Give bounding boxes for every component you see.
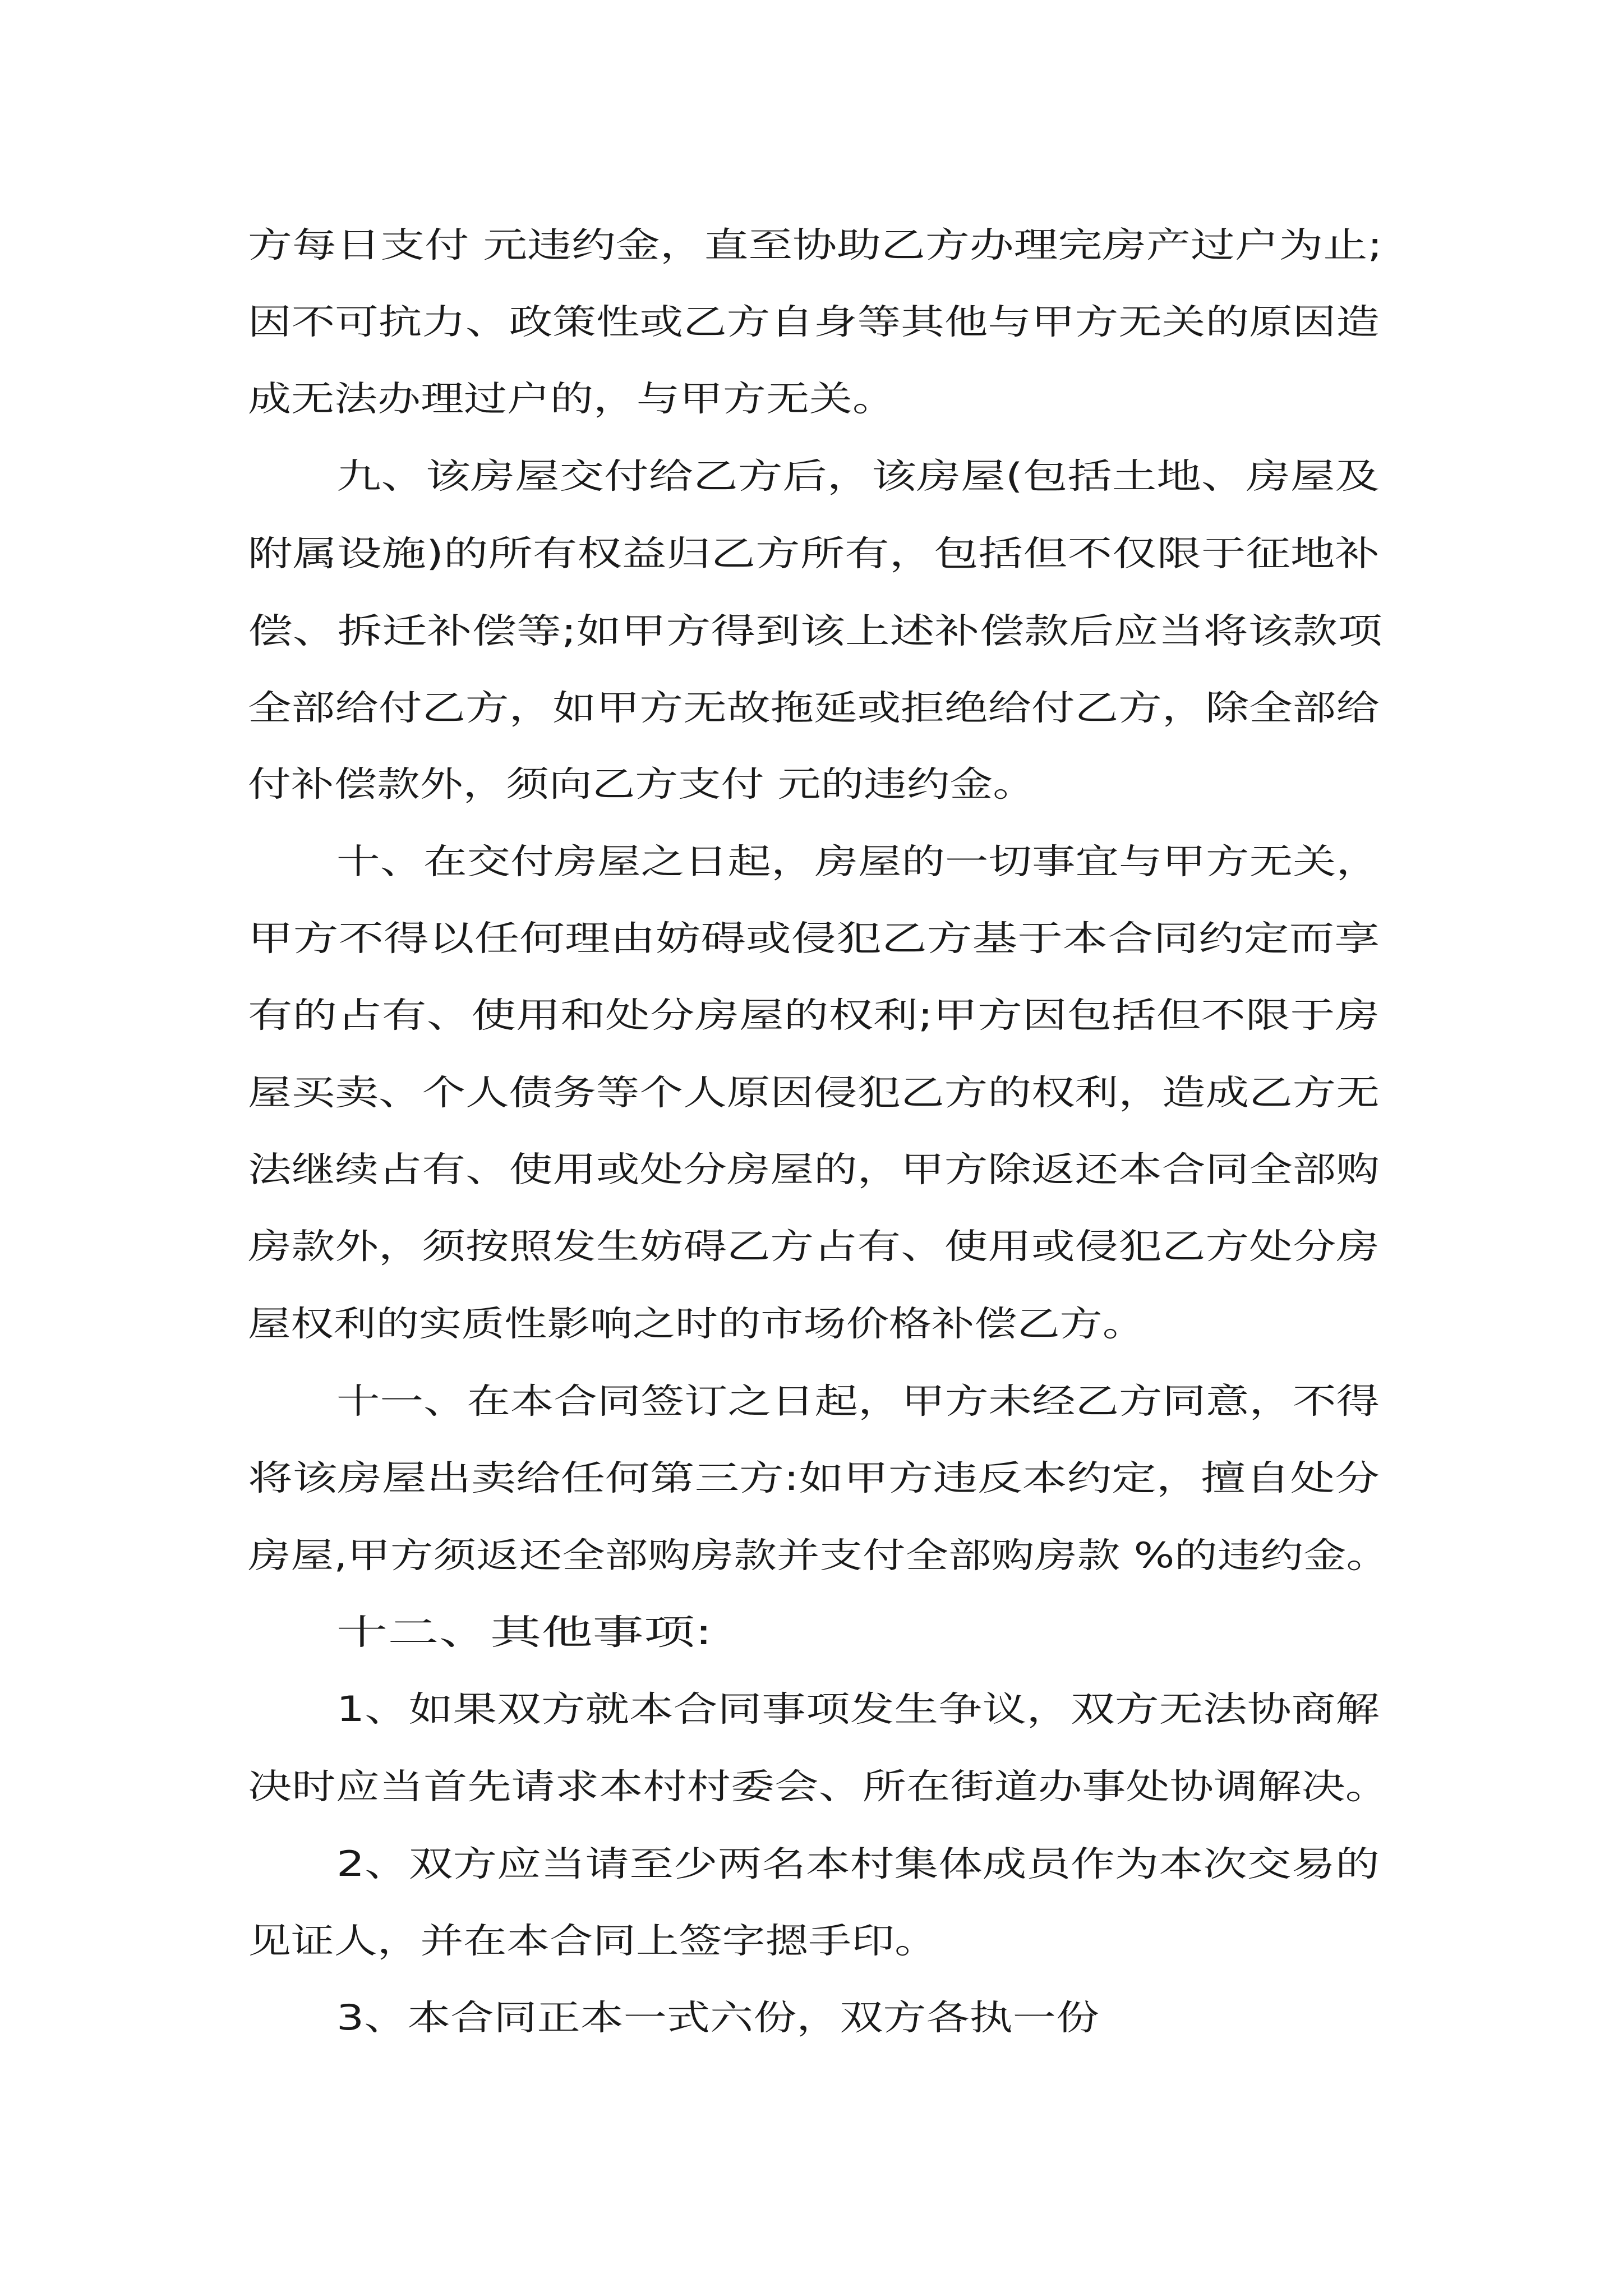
document-line (336, 1830, 1623, 1898)
document-line (248, 1290, 1623, 1358)
line-text: 付补偿款外，须向乙方支付 元的违约金。 (248, 763, 1036, 804)
document-line (336, 1599, 1623, 1666)
line-text: 房屋,甲方须返还全部购房款并支付全部购房款 %的违约金。 (248, 1535, 1390, 1576)
line-text: 法继续占有、使用或处分房屋的，甲方除返还本合同全部购 (248, 1149, 1380, 1190)
document-line (248, 674, 1623, 742)
document-line (336, 1984, 1623, 2051)
line-text: 偿、拆迁补偿等;如甲方得到该上述补偿款后应当将该款项 (248, 610, 1382, 651)
line-text: 十二、其他事项: (336, 1612, 713, 1653)
line-text: 2、双方应当请至少两名本村集体成员作为本次交易的 (336, 1843, 1380, 1884)
line-text: 全部给付乙方，如甲方无故拖延或拒绝给付乙方，除全部给 (248, 687, 1380, 728)
document-line (248, 597, 1623, 665)
line-text: 房款外，须按照发生妨碍乙方占有、使用或侵犯乙方处分房 (248, 1226, 1380, 1267)
document-line (248, 751, 1623, 818)
line-text: 甲方不得以任何理由妨碍或侵犯乙方基于本合同约定而享 (248, 918, 1380, 959)
document-line (248, 365, 1623, 432)
document-line (248, 288, 1623, 356)
document-line (248, 1213, 1623, 1280)
line-text: 十一、在本合同签订之日起，甲方未经乙方同意，不得 (336, 1381, 1380, 1421)
line-text: 将该房屋出卖给任何第三方:如甲方违反本约定，擅自处分 (248, 1457, 1380, 1498)
line-text: 九、该房屋交付给乙方后，该房屋(包括土地、房屋及 (336, 455, 1380, 496)
line-text: 3、本合同正本一式六份，双方各执一份 (336, 1997, 1100, 2038)
document-line (248, 211, 1623, 279)
line-text: 有的占有、使用和处分房屋的权利;甲方因包括但不限于房 (248, 995, 1380, 1036)
document-line (336, 443, 1623, 510)
line-text: 十、在交付房屋之日起，房屋的一切事宜与甲方无关， (336, 841, 1380, 882)
document-line (248, 1136, 1623, 1203)
line-text: 附属设施)的所有权益归乙方所有，包括但不仅限于征地补 (248, 533, 1380, 574)
document-line (248, 1907, 1623, 1975)
line-text: 屋买卖、个人债务等个人原因侵犯乙方的权利，造成乙方无 (248, 1072, 1380, 1113)
line-text: 屋权利的实质性影响之时的市场价格补偿乙方。 (248, 1303, 1146, 1344)
document-line (248, 1444, 1623, 1512)
document-line (248, 982, 1623, 1049)
document-line (248, 1753, 1623, 1820)
line-text: 1、如果双方就本合同事项发生争议，双方无法协商解 (336, 1688, 1380, 1729)
document-line (336, 1368, 1623, 1435)
document-line (336, 828, 1623, 895)
document-line (336, 1676, 1623, 1743)
document-line (248, 905, 1623, 972)
line-text: 方每日支付 元违约金，直至协助乙方办理完房产过户为止; (248, 224, 1382, 265)
line-text: 因不可抗力、政策性或乙方自身等其他与甲方无关的原因造 (248, 301, 1380, 342)
line-text: 成无法办理过户的，与甲方无关。 (248, 378, 896, 419)
line-text: 见证人，并在本合同上签字摁手印。 (248, 1920, 938, 1961)
document-line (248, 1522, 1623, 1589)
line-text: 决时应当首先请求本村村委会、所在街道办事处协调解决。 (248, 1766, 1390, 1807)
document-line (248, 1059, 1623, 1126)
document-line (248, 520, 1623, 587)
